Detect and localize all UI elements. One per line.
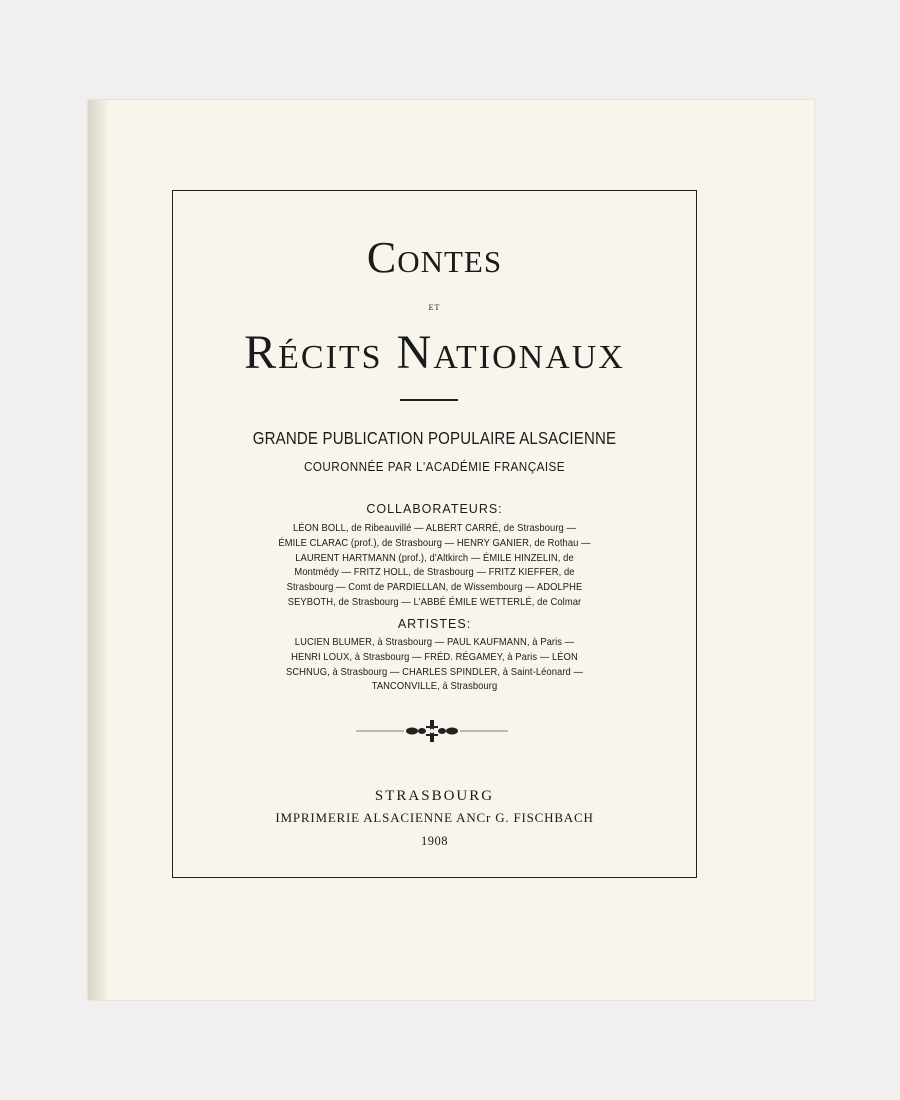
artists-line: LUCIEN BLUMER, à Strasbourg — PAUL KAUFMANN, à Paris — [294,637,575,648]
collaborators-line: SEYBOTH, de Strasbourg — L'ABBÉ ÉMILE WETTERLÉ, de Colmar [287,597,582,608]
artists-heading: ARTISTES: [397,617,472,631]
imprint-printer: IMPRIMERIE ALSACIENNE ANCr G. FISCHBACH [275,810,594,825]
title-rule [400,399,458,401]
subtitle-main: GRANDE PUBLICATION POPULAIRE ALSACIENNE [252,428,617,448]
imprint-city: STRASBOURG [374,788,495,804]
collaborators-line: LAURENT HARTMANN (prof.), d'Altkirch — ÉMILE HINZELIN, de [295,552,574,564]
subtitle-award: COURONNÉE PAR L'ACADÉMIE FRANÇAISE [303,459,566,474]
page-border-frame [172,190,697,878]
collaborators-line: Montmédy — FRITZ HOLL, de Strasbourg — FRITZ KIEFFER, de [294,567,575,579]
collaborators-line: Strasbourg — Comt de PARDIELLAN, de Wissembourg — ADOLPHE [286,582,583,594]
artists-line: HENRI LOUX, à Strasbourg — FRÉD. RÉGAMEY, à Paris — LÉON [291,651,578,663]
collaborators-line: ÉMILE CLARAC (prof.), de Strasbourg — HENRY GANIER, de Rothau — [278,537,591,549]
book-gutter [88,100,108,1000]
fleuron-ornament-icon [352,718,512,744]
title-conjunction: ET [428,303,441,312]
title-line-2: Récits Nationaux [244,326,625,379]
artists-line: TANCONVILLE, à Strasbourg [371,681,498,693]
imprint-year: 1908 [421,834,448,848]
collaborators-heading: COLLABORATEURS: [366,502,503,516]
title-line-1: Contes [366,233,503,282]
artists-line: SCHNUG, à Strasbourg — CHARLES SPINDLER, à Saint-Léonard — [285,666,584,678]
collaborators-line: LÉON BOLL, de Ribeauvillé — ALBERT CARRÉ, de Strasbourg — [292,523,577,534]
